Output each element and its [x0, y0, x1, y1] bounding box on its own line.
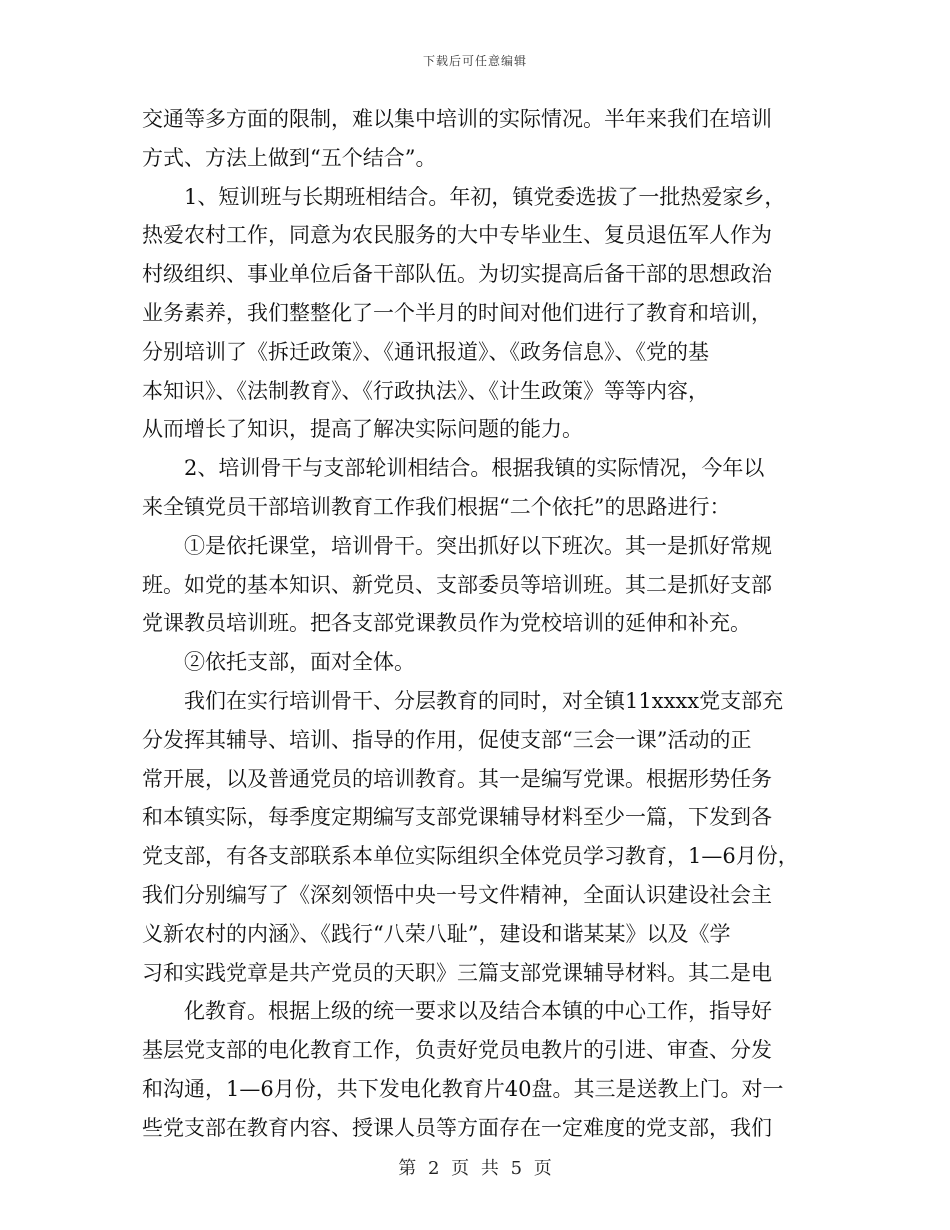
text-line: 常开展，以及普通党员的培训教育。其一是编写党课。根据形势任务 — [142, 766, 772, 791]
text-line: 些党支部在教育内容、授课人员等方面存在一定难度的党支部，我们 — [142, 1115, 772, 1140]
text-line: 和沟通，1—6月份，共下发电化教育片40盘。其三是送教上门。对一 — [142, 1076, 784, 1101]
page-footer: 第 2 页 共 5 页 — [398, 1158, 552, 1179]
page-header: 下载后可任意编辑 — [422, 54, 527, 68]
text-line: 村级组织、事业单位后备干部队伍。为切实提高后备干部的思想政治 — [142, 262, 772, 287]
text-line: 党支部，有各支部联系本单位实际组织全体党员学习教育，1—6月份， — [142, 844, 799, 869]
text-line: 我们在实行培训骨干、分层教育的同时，对全镇11xxxx党支部充 — [184, 688, 784, 713]
text-line: 班。如党的基本知识、新党员、支部委员等培训班。其二是抓好支部 — [142, 572, 772, 597]
text-line: 2、培训骨干与支部轮训相结合。根据我镇的实际情况，今年以 — [184, 456, 765, 481]
text-line: ①是依托课堂，培训骨干。突出抓好以下班次。其一是抓好常规 — [184, 533, 772, 558]
text-line: 义新农村的内涵》、《践行“八荣八耻”，建设和谐某某》以及《学 — [142, 921, 731, 946]
body-text — [142, 100, 812, 1148]
text-line: 本知识》、《法制教育》、《行政执法》、《计生政策》等等内容， — [142, 378, 709, 403]
text-line: 分别培训了《拆迁政策》、《通讯报道》、《政务信息》、《党的基 — [142, 339, 709, 364]
text-line: 我们分别编写了《深刻领悟中央一号文件精神，全面认识建设社会主 — [142, 882, 772, 907]
text-line: 党课教员培训班。把各支部党课教员作为党校培训的延伸和补充。 — [142, 611, 751, 636]
text-line: 化教育。根据上级的统一要求以及结合本镇的中心工作，指导好 — [184, 999, 772, 1024]
text-line: 基层党支部的电化教育工作，负责好党员电教片的引进、审查、分发 — [142, 1038, 772, 1063]
text-line: 业务素养，我们整整化了一个半月的时间对他们进行了教育和培训， — [142, 300, 772, 325]
text-line: 热爱农村工作，同意为农民服务的大中专毕业生、复员退伍军人作为 — [142, 223, 772, 248]
text-line: 1、短训班与长期班相结合。年初，镇党委选拔了一批热爱家乡， — [184, 184, 786, 209]
text-line: ②依托支部，面对全体。 — [184, 650, 415, 675]
text-line: 习和实践党章是共产党员的天职》三篇支部党课辅导材料。其二是电 — [142, 960, 772, 985]
text-line: 方式、方法上做到“五个结合”。 — [142, 145, 437, 170]
text-line: 和本镇实际，每季度定期编写支部党课辅导材料至少一篇，下发到各 — [142, 805, 772, 830]
text-line: 来全镇党员干部培训教育工作我们根据“二个依托”的思路进行： — [142, 494, 731, 519]
text-line: 分发挥其辅导、培训、指导的作用，促使支部“三会一课”活动的正 — [142, 727, 752, 752]
text-line: 从而增长了知识，提高了解决实际问题的能力。 — [142, 417, 583, 442]
text-line: 交通等多方面的限制，难以集中培训的实际情况。半年来我们在培训 — [142, 107, 772, 131]
